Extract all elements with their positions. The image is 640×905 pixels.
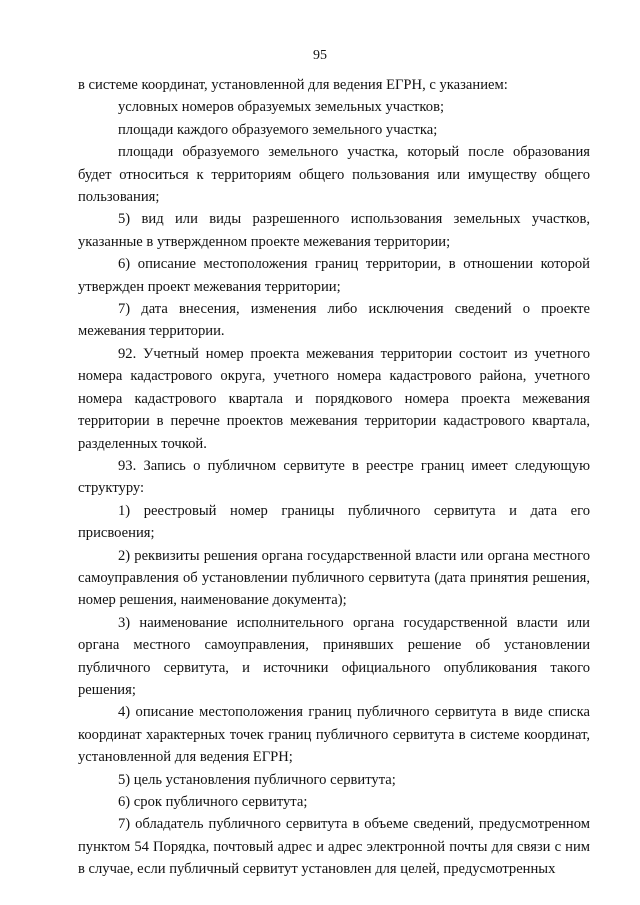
paragraph: 6) описание местоположения границ территории, в отношении которой утвержден проект межевания территории; bbox=[78, 256, 590, 295]
paragraph: 7) обладатель публичного сервитута в объеме сведений, предусмотренном пунктом 54 Порядка, почтовый адрес и адрес электронной почты для связи с ним в случае, если публичный сервитут установлен для целей, предусмотренных bbox=[78, 816, 590, 878]
paragraph: 1) реестровый номер границы публичного сервитута и дата его присвоения; bbox=[78, 502, 590, 542]
paragraph: 5) вид или виды разрешенного использования земельных участков, указанные в утвержденном проекте межевания территории; bbox=[78, 211, 590, 250]
paragraph: 7) дата внесения, изменения либо исключения сведений о проекте межевания территории. bbox=[78, 301, 590, 340]
document-body bbox=[78, 74, 590, 881]
paragraph: 93. Запись о публичном сервитуте в реестре границ имеет следующую структуру: bbox=[78, 457, 590, 497]
page-number: 95 bbox=[313, 48, 327, 63]
paragraph: 3) наименование исполнительного органа государственной власти или органа местного самоуправления, принявших решение об установлении публичного сервитута, и источники официального опубликования такого решения; bbox=[78, 614, 590, 698]
paragraph: 5) цель установления публичного сервитута; bbox=[118, 771, 396, 788]
paragraph: условных номеров образуемых земельных участков; bbox=[118, 99, 445, 116]
paragraph: площади образуемого земельного участка, который после образования будет относиться к территориям общего пользования или имуществу общего пользования; bbox=[78, 144, 590, 206]
paragraph: 2) реквизиты решения органа государственной власти или органа местного самоуправления об установлении публичного сервитута (дата принятия решения, номер решения, наименование документа); bbox=[78, 547, 590, 609]
paragraph: 6) срок публичного сервитута; bbox=[118, 794, 308, 810]
paragraph: 92. Учетный номер проекта межевания территории состоит из учетного номера кадастрового округа, учетного номера кадастрового района, учетного номера кадастрового квартала и порядкового номера проекта межевания территории в перечне проектов межевания территории кадастрового квартала, разделенных точкой. bbox=[78, 345, 590, 452]
paragraph: в системе координат, установленной для ведения ЕГРН, с указанием: bbox=[78, 77, 508, 93]
paragraph: 4) описание местоположения границ публичного сервитута в виде списка координат характерных точек границ публичного сервитута в системе координат, установленной для ведения ЕГРН; bbox=[78, 704, 590, 766]
paragraph: площади каждого образуемого земельного участка; bbox=[118, 121, 438, 138]
